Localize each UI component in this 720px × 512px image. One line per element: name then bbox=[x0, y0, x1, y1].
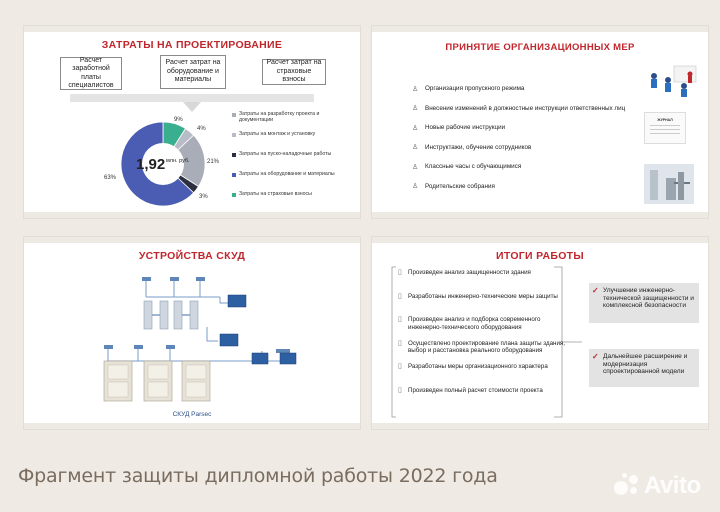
slide-band-top bbox=[372, 26, 708, 32]
person-icon: ♙ bbox=[412, 183, 419, 191]
avito-logo-icon bbox=[614, 473, 640, 499]
list-item: ♙ Инструктажи, обучение сотрудников bbox=[412, 143, 532, 152]
legend-item: Затраты на разработку проекта и документации bbox=[232, 112, 352, 132]
slide-title: ИТОГИ РАБОТЫ bbox=[496, 250, 584, 262]
document-icon: ▯ bbox=[398, 292, 402, 300]
list-item: ♙ Новые рабочие инструкции bbox=[412, 124, 506, 132]
center-unit: млн. руб. bbox=[166, 158, 190, 164]
measures-list bbox=[412, 79, 625, 196]
turnstile-photo bbox=[644, 164, 694, 204]
legend-item: Затраты на пуско-наладочные работы bbox=[232, 152, 352, 172]
pie-label-3: 3% bbox=[199, 194, 208, 200]
document-icon: ▯ bbox=[398, 363, 402, 370]
check-icon: ✓ bbox=[592, 286, 599, 295]
page-caption: Фрагмент защиты дипломной работы 2022 года bbox=[18, 465, 498, 487]
access-control-diagram bbox=[24, 237, 360, 429]
list-item: ▯ Разработаны инженерно-технические меры защиты bbox=[398, 292, 558, 300]
journal-document-thumb: ЖУРНАЛ bbox=[644, 112, 686, 144]
list-item: ♙ Классные часы с обучающимися bbox=[412, 163, 522, 171]
slide-design-costs bbox=[24, 26, 360, 218]
list-item: ▯ Осуществлено проектирование плана защиты здания, выбор и расстановка реального оборудования bbox=[398, 339, 565, 355]
legend-swatch bbox=[232, 173, 236, 177]
slide-band-bottom bbox=[372, 212, 708, 218]
cost-box-salary: Расчет заработной платы специалистов bbox=[60, 57, 122, 90]
person-icon: ♙ bbox=[412, 105, 419, 113]
pie-label-63: 63% bbox=[104, 175, 117, 181]
result-card: ✓ Дальнейшее расширение и модернизация спроектированной модели bbox=[589, 349, 699, 387]
check-icon: ✓ bbox=[592, 352, 599, 361]
slide-title: ПРИНЯТИЕ ОРГАНИЗАЦИОННЫХ МЕР bbox=[445, 42, 635, 53]
down-arrow-icon bbox=[183, 102, 201, 112]
list-item: ▯ Произведен полный расчет стоимости проекта bbox=[398, 386, 543, 394]
cost-box-insurance: Расчет затрат на страховые взносы bbox=[262, 59, 326, 85]
result-card: ✓ Улучшение инженерно-технической защищенности и комплексной безопасности bbox=[589, 283, 699, 323]
person-icon: ♙ bbox=[412, 85, 419, 93]
pie-label-4: 4% bbox=[197, 126, 206, 132]
cost-box-equipment: Расчет затрат на оборудование и материалы bbox=[160, 55, 226, 89]
slide-title: ЗАТРАТЫ НА ПРОЕКТИРОВАНИЕ bbox=[101, 39, 283, 51]
list-item: ▯ Произведен анализ защищенности здания bbox=[398, 269, 531, 276]
document-icon: ▯ bbox=[398, 339, 402, 347]
pie-label-21: 21% bbox=[207, 159, 220, 165]
legend-swatch bbox=[232, 133, 236, 137]
avito-wordmark: Avito bbox=[644, 472, 701, 499]
list-item: ▯ Произведен анализ и подборка современного инженерно-технического оборудования bbox=[398, 316, 541, 331]
legend-swatch bbox=[232, 113, 236, 117]
list-item: ▯ Разработаны меры организационного характера bbox=[398, 363, 548, 370]
center-value: 1,92 bbox=[136, 156, 166, 173]
legend-item: Затраты на страховые взносы bbox=[232, 192, 352, 212]
slide-access-control-devices bbox=[24, 237, 360, 429]
slide-work-results bbox=[372, 237, 708, 429]
list-item: ♙ Внесение изменений в должностные инструкции ответственных лиц bbox=[412, 104, 626, 113]
legend-swatch bbox=[232, 193, 236, 197]
avito-watermark bbox=[614, 472, 701, 500]
slide-title: УСТРОЙСТВА СКУД bbox=[138, 250, 246, 262]
results-list bbox=[398, 269, 566, 410]
list-item: ♙ Организация пропускного режима bbox=[412, 85, 525, 93]
person-icon: ♙ bbox=[412, 163, 419, 171]
boxes-bracket bbox=[70, 94, 314, 102]
training-illustration bbox=[640, 64, 700, 98]
person-icon: ♙ bbox=[412, 144, 419, 152]
slide-organizational-measures bbox=[372, 26, 708, 218]
document-icon: ▯ bbox=[398, 269, 402, 276]
person-icon: ♙ bbox=[412, 124, 419, 132]
legend-item: Затраты на монтаж и установку bbox=[232, 132, 352, 152]
pie-legend bbox=[232, 112, 352, 212]
document-icon: ▯ bbox=[398, 386, 402, 394]
diagram-caption: СКУД Parsec bbox=[172, 411, 212, 418]
document-icon: ▯ bbox=[398, 316, 402, 323]
legend-item: Затраты на оборудование и материалы bbox=[232, 172, 352, 192]
legend-swatch bbox=[232, 153, 236, 157]
list-item: ♙ Родительские собрания bbox=[412, 182, 495, 191]
pie-label-9: 9% bbox=[174, 117, 183, 123]
